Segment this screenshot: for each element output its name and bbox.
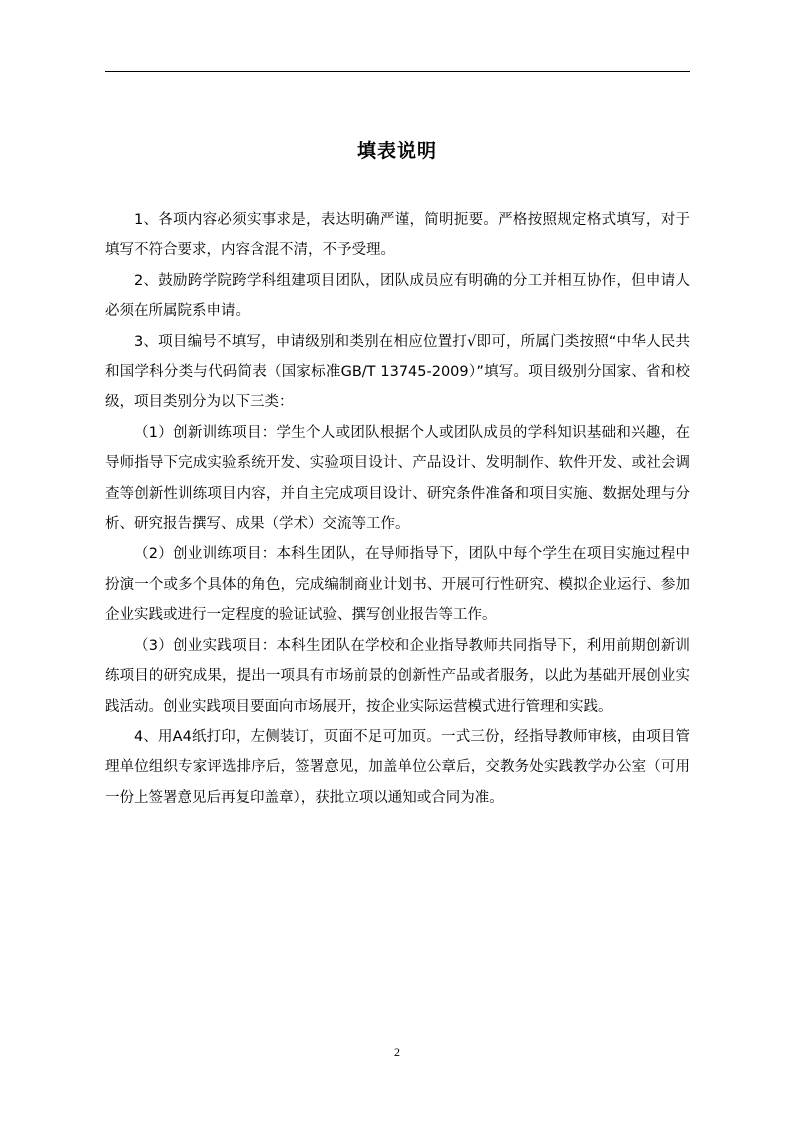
instruction-paragraph-4: 4、用A4纸打印，左侧装订，页面不足可加页。一式三份，经指导教师审核，由项目管理单位组织专家评选排序后，签署意见，加盖单位公章后，交教务处实践教学办公室（可用一份上签署意见后再复印盖章），获批立项以通知或合同为准。 bbox=[105, 728, 690, 806]
instruction-subitem-innovation-training: （1）创新训练项目：学生个人或团队根据个人或团队成员的学科知识基础和兴趣，在导师指导下完成实验系统开发、实验项目设计、产品设计、发明制作、软件开发、或社会调查等创新性训练项目内容，并自主完成项目设计、研究条件准备和项目实施、数据处理与分析、研究报告撰写、成果（学术）交流等工作。 bbox=[105, 424, 690, 533]
instruction-paragraph-3: 3、项目编号不填写，申请级别和类别在相应位置打√即可，所属门类按照“中华人民共和国学科分类与代码简表（国家标准GB/T 13745-2009）”填写。项目级别分国家、省和校级，项目类别分为以下三类： bbox=[105, 333, 690, 411]
instructions-body bbox=[105, 205, 690, 813]
instruction-subitem-entrepreneurship-training: （2）创业训练项目：本科生团队，在导师指导下，团队中每个学生在项目实施过程中扮演一个或多个具体的角色，完成编制商业计划书、开展可行性研究、模拟企业运行、参加企业实践或进行一定程度的验证试验、撰写创业报告等工作。 bbox=[105, 546, 690, 624]
instruction-paragraph-2: 2、鼓励跨学院跨学科组建项目团队，团队成员应有明确的分工并相互协作，但申请人必须在所属院系申请。 bbox=[105, 272, 690, 320]
header-rule bbox=[105, 71, 690, 72]
page-title: 填表说明 bbox=[356, 140, 437, 162]
instruction-paragraph-1: 1、各项内容必须实事求是，表达明确严谨，简明扼要。严格按照规定格式填写，对于填写不符合要求，内容含混不清，不予受理。 bbox=[105, 212, 690, 259]
instruction-subitem-entrepreneurship-practice: （3）创业实践项目：本科生团队在学校和企业指导教师共同指导下，利用前期创新训练项目的研究成果，提出一项具有市场前景的创新性产品或者服务，以此为基础开展创业实践活动。创业实践项目要面向市场展开，按企业实际运营模式进行管理和实践。 bbox=[105, 637, 690, 715]
page-number: 2 bbox=[394, 1045, 400, 1059]
